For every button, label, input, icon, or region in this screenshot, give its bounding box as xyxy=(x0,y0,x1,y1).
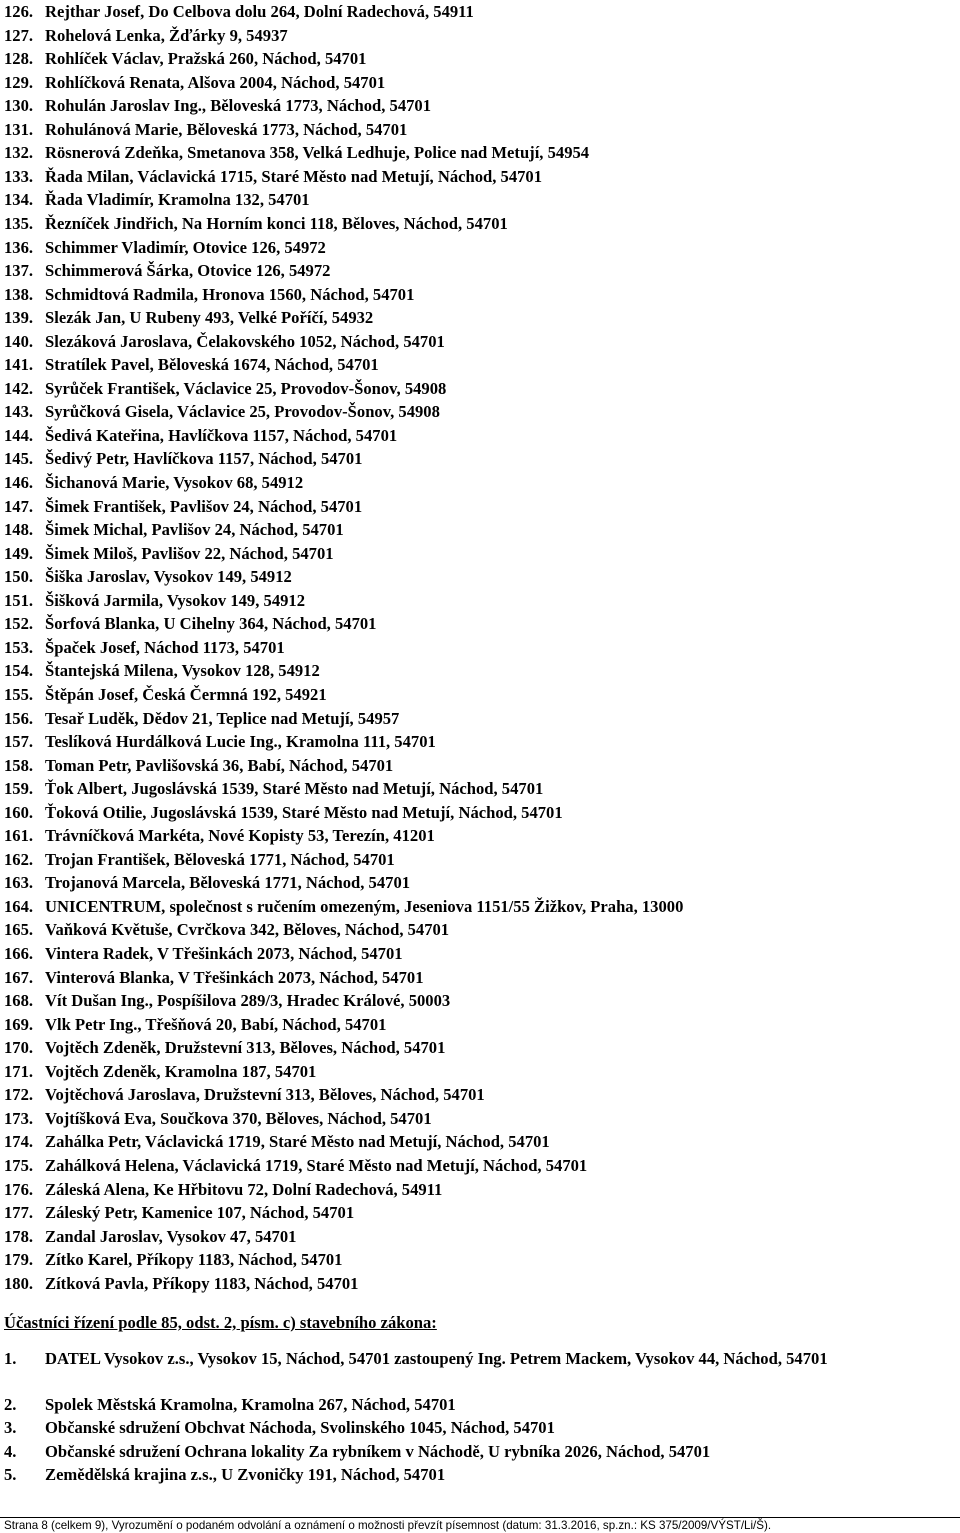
list-item-number: 169. xyxy=(4,1014,34,1034)
list-item xyxy=(4,1154,587,1177)
list-item-text: Rohelová Lenka, Žďárky 9, 54937 xyxy=(45,25,288,45)
list-item-number: 165. xyxy=(4,920,34,940)
list-item-number: 153. xyxy=(4,637,34,657)
list-item-number: 133. xyxy=(4,166,34,186)
list-item-number: 146. xyxy=(4,473,34,492)
list-item-number: 161. xyxy=(4,826,34,846)
participant-text: Zemědělská krajina z.s., U Zvoničky 191, Náchod, 54701 xyxy=(45,1465,446,1484)
participant-number: 1. xyxy=(4,1349,17,1368)
list-item xyxy=(4,495,362,518)
list-item-number: 147. xyxy=(4,496,34,516)
list-item xyxy=(4,683,327,706)
list-item-number: 157. xyxy=(4,732,34,752)
list-item xyxy=(4,118,407,141)
list-item-text: Ťoková Otilie, Jugoslávská 1539, Staré Město nad Metují, Náchod, 54701 xyxy=(45,802,563,822)
list-item xyxy=(4,424,397,447)
list-item-number: 155. xyxy=(4,684,34,704)
participant-number: 3. xyxy=(4,1418,17,1437)
participant-text: Spolek Městská Kramolna, Kramolna 267, Náchod, 54701 xyxy=(45,1395,456,1414)
list-item-number: 128. xyxy=(4,49,34,69)
list-item-number: 134. xyxy=(4,190,34,210)
list-item-text: Šiška Jaroslav, Vysokov 149, 54912 xyxy=(45,567,292,587)
list-item xyxy=(4,565,292,588)
list-item-text: UNICENTRUM, společnost s ručením omezeným, Jeseniova 1151/55 Žižkov, Praha, 13000 xyxy=(45,896,684,916)
list-item-number: 138. xyxy=(4,284,34,304)
list-item-number: 154. xyxy=(4,661,34,681)
list-item xyxy=(4,1201,354,1224)
list-item-number: 142. xyxy=(4,378,34,398)
list-item xyxy=(4,1036,445,1059)
list-item-text: Šedivá Kateřina, Havlíčkova 1157, Náchod, 54701 xyxy=(45,425,398,445)
list-item-number: 130. xyxy=(4,96,34,116)
participant-text: Občanské sdružení Obchvat Náchoda, Svolinského 1045, Náchod, 54701 xyxy=(45,1418,555,1437)
list-item-text: Tesař Luděk, Dědov 21, Teplice nad Metují, 54957 xyxy=(45,708,400,728)
list-item-number: 156. xyxy=(4,708,34,728)
list-item-text: Vaňková Květuše, Cvrčkova 342, Běloves, Náchod, 54701 xyxy=(45,920,450,940)
list-item xyxy=(4,165,542,188)
list-item-number: 167. xyxy=(4,967,34,987)
list-item xyxy=(4,24,288,47)
list-item-text: Ťok Albert, Jugoslávská 1539, Staré Město nad Metují, Náchod, 54701 xyxy=(45,779,544,799)
list-item-text: Trojan František, Běloveská 1771, Náchod, 54701 xyxy=(45,849,395,869)
list-item xyxy=(4,754,393,777)
list-item xyxy=(4,259,330,282)
list-item xyxy=(4,1272,358,1295)
footer-divider xyxy=(0,1517,960,1518)
participant-text: DATEL Vysokov z.s., Vysokov 15, Náchod, 54701 zastoupený Ing. Petrem Mackem, Vysokov 44, Náchod, 54701 xyxy=(45,1349,828,1368)
list-item xyxy=(4,942,403,965)
list-item-number: 163. xyxy=(4,873,34,893)
list-item-text: Vinterová Blanka, V Třešinkách 2073, Náchod, 54701 xyxy=(45,967,424,987)
list-item xyxy=(4,1107,432,1130)
list-item xyxy=(4,871,410,894)
list-item xyxy=(4,400,440,423)
list-item-text: Schimmerová Šárka, Otovice 126, 54972 xyxy=(45,261,331,281)
list-item-text: Šimek Michal, Pavlišov 24, Náchod, 54701 xyxy=(45,520,344,540)
participant-number: 2. xyxy=(4,1395,17,1414)
list-item-text: Rohulánová Marie, Běloveská 1773, Náchod, 54701 xyxy=(45,119,408,139)
list-item xyxy=(4,306,373,329)
list-item-text: Šišková Jarmila, Vysokov 149, 54912 xyxy=(45,590,306,610)
list-item-number: 166. xyxy=(4,944,34,963)
list-item xyxy=(4,353,379,376)
list-item-number: 136. xyxy=(4,237,34,257)
list-item-number: 149. xyxy=(4,543,34,563)
list-item-number: 139. xyxy=(4,308,34,328)
list-item-text: Zítko Karel, Příkopy 1183, Náchod, 54701 xyxy=(45,1250,343,1270)
participant-number: 4. xyxy=(4,1442,17,1461)
list-item-number: 180. xyxy=(4,1273,34,1293)
list-item xyxy=(4,777,543,800)
list-item xyxy=(4,447,362,470)
list-item xyxy=(4,1083,485,1106)
list-item-text: Štěpán Josef, Česká Čermná 192, 54921 xyxy=(45,684,327,704)
list-item xyxy=(4,801,563,824)
list-item-text: Vojtěchová Jaroslava, Družstevní 313, Běloves, Náchod, 54701 xyxy=(45,1085,485,1105)
list-item xyxy=(4,471,303,494)
list-item-number: 177. xyxy=(4,1203,34,1223)
list-item-text: Záleská Alena, Ke Hřbitovu 72, Dolní Radechová, 54911 xyxy=(45,1179,443,1199)
participant-text: Občanské sdružení Ochrana lokality Za rybníkem v Náchodě, U rybníka 2026, Náchod, 54701 xyxy=(45,1442,711,1461)
list-item-number: 143. xyxy=(4,402,34,422)
list-item xyxy=(4,518,344,541)
list-item xyxy=(4,1060,316,1083)
list-item-text: Šimek František, Pavlišov 24, Náchod, 54701 xyxy=(45,496,363,516)
list-item-number: 173. xyxy=(4,1108,34,1128)
list-item-text: Šedivý Petr, Havlíčkova 1157, Náchod, 54701 xyxy=(45,449,363,469)
list-item-text: Šorfová Blanka, U Cihelny 364, Náchod, 54701 xyxy=(45,614,377,634)
list-item-text: Špaček Josef, Náchod 1173, 54701 xyxy=(45,637,285,657)
list-item xyxy=(4,707,399,730)
list-item-text: Trojanová Marcela, Běloveská 1771, Náchod, 54701 xyxy=(45,873,411,893)
list-item-number: 135. xyxy=(4,213,34,233)
list-item-text: Zahálka Petr, Václavická 1719, Staré Město nad Metují, Náchod, 54701 xyxy=(45,1132,550,1152)
list-item-text: Slezáková Jaroslava, Čelakovského 1052, Náchod, 54701 xyxy=(45,331,445,351)
list-item xyxy=(4,589,305,612)
list-item xyxy=(4,636,285,659)
list-item-text: Vít Dušan Ing., Pospíšilova 289/3, Hradec Králové, 50003 xyxy=(45,991,451,1011)
list-item-number: 129. xyxy=(4,72,34,92)
list-item-number: 151. xyxy=(4,590,34,610)
list-item-text: Záleský Petr, Kamenice 107, Náchod, 54701 xyxy=(45,1203,355,1223)
list-item xyxy=(4,1013,386,1036)
list-item-text: Trávníčková Markéta, Nové Kopisty 53, Terezín, 41201 xyxy=(45,826,435,846)
list-item-number: 176. xyxy=(4,1179,34,1199)
list-item xyxy=(4,1130,550,1153)
list-item-number: 127. xyxy=(4,25,34,45)
list-item-number: 152. xyxy=(4,614,34,634)
list-item-text: Zítková Pavla, Příkopy 1183, Náchod, 54701 xyxy=(45,1273,359,1293)
list-item-number: 168. xyxy=(4,991,34,1011)
list-item-text: Řezníček Jindřich, Na Horním konci 118, Běloves, Náchod, 54701 xyxy=(45,213,508,233)
list-item-number: 162. xyxy=(4,849,34,869)
list-item xyxy=(4,966,424,989)
list-item xyxy=(4,848,395,871)
list-item-number: 160. xyxy=(4,802,34,822)
list-item xyxy=(4,283,414,306)
list-item xyxy=(4,212,508,235)
list-item xyxy=(4,141,589,164)
list-item-text: Teslíková Hurdálková Lucie Ing., Kramolna 111, 54701 xyxy=(45,732,436,752)
list-item xyxy=(4,730,436,753)
list-item-text: Řada Milan, Václavická 1715, Staré Město nad Metují, Náchod, 54701 xyxy=(45,166,543,186)
section-heading: Účastníci řízení podle 85, odst. 2, písm. c) stavebního zákona: xyxy=(4,1313,437,1332)
list-item xyxy=(4,188,310,211)
list-item-text: Štantejská Milena, Vysokov 128, 54912 xyxy=(45,661,320,681)
list-item xyxy=(4,330,445,353)
list-item xyxy=(4,236,326,259)
list-item xyxy=(4,918,449,941)
list-item-text: Vlk Petr Ing., Třešňová 20, Babí, Náchod, 54701 xyxy=(45,1014,387,1034)
list-item-text: Řada Vladimír, Kramolna 132, 54701 xyxy=(45,190,310,210)
list-item-text: Schmidtová Radmila, Hronova 1560, Náchod, 54701 xyxy=(45,284,415,304)
list-item-text: Rösnerová Zdeňka, Smetanova 358, Velká Ledhuje, Police nad Metují, 54954 xyxy=(45,143,590,163)
list-item-number: 126. xyxy=(4,2,34,21)
list-item-number: 132. xyxy=(4,143,34,163)
list-item-number: 171. xyxy=(4,1061,34,1081)
list-item-number: 170. xyxy=(4,1038,34,1058)
list-item-text: Syrůček František, Václavice 25, Provodov-Šonov, 54908 xyxy=(45,378,447,398)
list-item-text: Syrůčková Gisela, Václavice 25, Provodov-Šonov, 54908 xyxy=(45,402,440,422)
list-item-number: 140. xyxy=(4,331,34,351)
participant-number: 5. xyxy=(4,1465,17,1484)
list-item-text: Rohlíčková Renata, Alšova 2004, Náchod, 54701 xyxy=(45,72,386,92)
list-item-number: 158. xyxy=(4,755,34,775)
list-item-text: Šichanová Marie, Vysokov 68, 54912 xyxy=(45,473,304,492)
list-item-text: Vojtěch Zdeněk, Kramolna 187, 54701 xyxy=(45,1061,317,1081)
list-item-text: Vojtíšková Eva, Součkova 370, Běloves, Náchod, 54701 xyxy=(45,1108,432,1128)
list-item-number: 144. xyxy=(4,425,34,445)
list-item-text: Vojtěch Zdeněk, Družstevní 313, Běloves, Náchod, 54701 xyxy=(45,1038,446,1058)
list-item-text: Stratílek Pavel, Běloveská 1674, Náchod, 54701 xyxy=(45,355,379,375)
list-item-text: Rejthar Josef, Do Celbova dolu 264, Dolní Radechová, 54911 xyxy=(45,2,474,21)
list-item xyxy=(4,1225,296,1248)
list-item-number: 137. xyxy=(4,261,34,281)
list-item-number: 164. xyxy=(4,896,34,916)
page-footer: Strana 8 (celkem 9), Vyrozumění o podaném odvolání a oznámení o možnosti převzít písemnost (datum: 31.3.2016, sp.zn.: KS 375/2009/VÝST/Li/Š). xyxy=(4,1519,772,1532)
list-item-number: 174. xyxy=(4,1132,34,1152)
list-item-number: 150. xyxy=(4,567,34,587)
list-item xyxy=(4,0,474,23)
list-item-text: Rohulán Jaroslav Ing., Běloveská 1773, Náchod, 54701 xyxy=(45,96,432,116)
list-item xyxy=(4,542,334,565)
list-item-text: Šimek Miloš, Pavlišov 22, Náchod, 54701 xyxy=(45,543,334,563)
list-item-number: 148. xyxy=(4,520,34,540)
list-item-number: 175. xyxy=(4,1155,34,1175)
list-item-number: 178. xyxy=(4,1226,34,1246)
list-item xyxy=(4,824,435,847)
list-item-text: Toman Petr, Pavlišovská 36, Babí, Náchod, 54701 xyxy=(45,755,394,775)
list-item-number: 172. xyxy=(4,1085,34,1105)
list-item xyxy=(4,1178,442,1201)
list-item-text: Slezák Jan, U Rubeny 493, Velké Poříčí, 54932 xyxy=(45,308,374,328)
list-item xyxy=(4,659,320,682)
list-item xyxy=(4,377,446,400)
list-item xyxy=(4,71,385,94)
list-item-text: Vintera Radek, V Třešinkách 2073, Náchod, 54701 xyxy=(45,944,403,963)
list-item-text: Zandal Jaroslav, Vysokov 47, 54701 xyxy=(45,1226,297,1246)
list-item xyxy=(4,895,683,918)
list-item-number: 131. xyxy=(4,119,34,139)
list-item xyxy=(4,989,450,1012)
list-item xyxy=(4,47,366,70)
list-item xyxy=(4,1248,342,1271)
list-item-text: Rohlíček Václav, Pražská 260, Náchod, 54701 xyxy=(45,49,367,69)
list-item-text: Schimmer Vladimír, Otovice 126, 54972 xyxy=(45,237,326,257)
list-item-number: 145. xyxy=(4,449,34,469)
list-item xyxy=(4,612,376,635)
list-item-text: Zahálková Helena, Václavická 1719, Staré Město nad Metují, Náchod, 54701 xyxy=(45,1155,588,1175)
list-item xyxy=(4,94,431,117)
list-item-number: 141. xyxy=(4,355,34,375)
list-item-number: 159. xyxy=(4,779,34,799)
list-item-number: 179. xyxy=(4,1250,34,1270)
